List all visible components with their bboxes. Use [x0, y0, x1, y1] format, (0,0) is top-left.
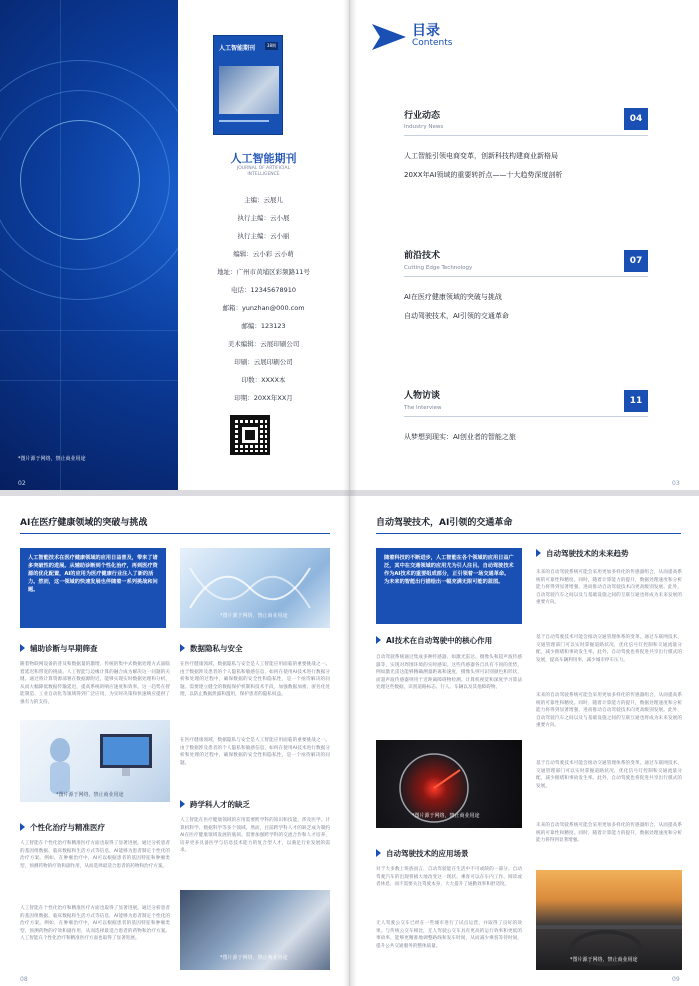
grid-line	[0, 330, 178, 331]
toc-section-title[interactable]: 人物访谈	[404, 391, 441, 401]
info-line: 编辑：云小彩 云小萌	[233, 250, 294, 258]
steering-wheel-icon	[536, 870, 682, 970]
cover-image	[219, 66, 279, 114]
cover-rule	[219, 120, 269, 122]
toc-subtitle: Contents	[412, 38, 453, 48]
toc-divider	[404, 135, 648, 136]
magazine-subtitle	[178, 166, 349, 178]
body-text: 人工智能在个性化治疗和精准医疗方面也取得了显著进展。通过分析患者的基因组数据、临床数据和生活方式等信息，AI能够为患者制定个性化的治疗方案。例如，在肿瘤治疗中，AI可以根据患者的基因特征和肿瘤类型，预测药物的疗效和副作用，从而选择最适合患者的药物和治疗方案。	[20, 841, 170, 869]
spread-divider	[0, 490, 699, 496]
skeleton-monitor-icon	[20, 720, 170, 802]
article-title: 自动驾驶技术，AI引领的交通革命	[376, 518, 513, 528]
info-line: 执行主编：云小丽	[237, 232, 290, 240]
body-text: 自动驾驶系统通过集成多种传感器、如激光雷达、摄像头和超声波传感器等，实现对周围环境的实时感知。这些传感器各自具有不同的优势，例如激光雷达能够精确测量距离和速度，摄像头则可识别颜色和形状，而超声波传感器则用于近距离障碍物检测。计算机视觉和深度学习算法处理这些数据，识别道路标志、行人、车辆以及其他障碍物。	[376, 655, 522, 691]
section-heading: 辅助诊断与早期筛查	[20, 643, 98, 654]
toc-divider	[404, 416, 648, 417]
body-text: 对于大多数上班族而言，自动驾驶能在生活中不可或缺的一部分。自动驾驶汽车的出现将极大地改变这一现状。乘客可以在车内工作、阅读或者休息，而不需要关注驾驶本身，大大提升了通勤效率和舒适度。	[376, 867, 522, 888]
body-text: 未来的自动驾驶系统可能会采用更加多样化的传感器组合，从而提高系统的可靠性和精度。同时，随着计算能力的提升，数据处理速度和分析能力将得到显著增强。	[536, 823, 682, 844]
info-line: 邮箱：yunzhan@000.com	[222, 304, 305, 312]
page-number: 09	[672, 976, 680, 983]
lead-box: 随着科技的不断进步，人工智能在各个领域的应用日益广泛，其中在交通领域的应用尤为引人注目。自动驾驶技术作为AI技术的重要组成部分，正引领着一场交通革命。为未来的智能出行描绘出一幅充满无限可能的蓝图。	[376, 548, 522, 624]
page-03	[350, 0, 699, 493]
toc-item[interactable]: 人工智能引领电商变革，创新科技构建商业新格局	[404, 152, 558, 160]
image-disclaimer: *图片源于网络，禁止商业用途	[18, 456, 86, 462]
page-number: 08	[20, 976, 28, 983]
info-line: 印数：XXXX本	[241, 376, 286, 384]
magazine-cover-thumbnail	[213, 35, 283, 135]
body-text: 无人驾驶公交车已经在一些城市进行了试点运营，并取得了良好的效果。与传统公交车相比，无人驾驶公交车具有更高的运行效率和更低的事故率，能够更精准地调整路线和发车时间，从而减少乘客等待时间，提升公共交通服务的整体质量。	[376, 921, 522, 949]
section-heading: 个性化治疗与精准医疗	[20, 822, 105, 833]
grid-line	[0, 380, 178, 381]
page-number: 02	[18, 480, 26, 487]
section-heading: 自动驾驶技术的应用场景	[376, 848, 469, 859]
toc-section-title[interactable]: 前沿技术	[404, 251, 441, 261]
toc-section-subtitle: Industry News	[404, 124, 444, 130]
body-text: 人工智能在个性化治疗和精准医疗方面也取得了显著进展。通过分析患者的基因组数据、临床数据和生活方式等信息，AI能够为患者制定个性化的治疗方案。例如，在肿瘤治疗中，AI可以根据患者的基因特征和肿瘤类型，预测药物的疗效和副作用，从而选择最适合患者的药物和治疗方案。人工智能在个性化治疗和精准医疗方面也取得了显著进展。	[20, 906, 170, 942]
car-interior-image	[536, 870, 682, 970]
toc-item[interactable]: 20XX年AI领域的重要转折点——十大趋势深度剖析	[404, 171, 563, 179]
toc-item[interactable]: 从梦想到现实：AI创业者的智能之旅	[404, 433, 516, 441]
image-caption: *图片源于网络，禁止商业用途	[56, 792, 124, 798]
toc-item[interactable]: AI在医疗健康领域的突破与挑战	[404, 293, 502, 301]
magazine-title: 人工智能期刊	[230, 152, 297, 165]
page-number: 03	[672, 480, 680, 487]
body-text: 基于自动驾驶技术可能会推动交通管理体系的变革。通过车联网技术，交通管理部门可以实时掌握道路状况，优化信号灯控制和交通流量分配，减少拥堵和事故发生率。此外，自动驾驶也将促进共享出行模式的发展。	[536, 761, 682, 789]
info-line: 地址：广州市黄埔区彩频路11号	[217, 268, 310, 276]
body-text: 人工智能在医疗健康领域的应用需要跨学科的知识和技能，涉及医学、计算机科学、数据科学等多个领域。然而，目前跨学科人才的缺乏成为制约AI在医疗健康领域发展的瓶颈。需要加强跨学科的交流合作和人才培养，培养更多具备医学与信息技术能力的复合型人才，以满足行业发展的需求。	[180, 818, 330, 854]
title-underline	[20, 533, 330, 534]
body-text: 在医疗健康领域，数据隐私与安全是人工智能应用面临的重要挑战之一。由于数据涉及患者的个人隐私和敏感信息，如何在使用AI技术进行数据分析和处理的过程中，确保数据的安全性和隐私性，是一个亟待解决的问题。需要建立健全的数据保护机制和技术手段，加强数据加密、匿名化处理，以防止数据泄露和滥用，保护患者的隐私权益。	[180, 662, 330, 698]
body-text: 未来的自动驾驶系统可能会采用更加多样化的传感器组合，从而提高系统的可靠性和精度。同时，随着计算能力的提升，数据处理速度和分析能力将得到显著增强，进而推动自动驾驶技术向更高级别发展。此外，自动驾驶汽车之间以及与基础设施之间的互联互通也将成为未来发展的重要方向。	[536, 693, 682, 729]
cover-issue-badge: 38期	[266, 43, 276, 48]
toc-page-number[interactable]: 04	[624, 108, 648, 130]
cover-title: 人工智能期刊	[219, 45, 256, 52]
qr-code-center	[242, 427, 258, 443]
magazine-subtitle-line: JOURNAL OF ARTIFICIAL	[236, 166, 291, 171]
body-text: 基于自动驾驶技术可能会推动交通管理体系的变革。通过车联网技术，交通管理部门可以实时掌握道路状况，优化信号灯控制和交通流量分配，减少拥堵和事故发生率。此外，自动驾驶也将促进共享出行模式的发展，提高车辆利用率，减少城市停车压力。	[536, 635, 682, 663]
info-line: 邮编：123123	[241, 322, 286, 330]
toc-section-subtitle: The Interview	[404, 405, 442, 411]
section-heading: AI技术在自动驾驶中的核心作用	[376, 635, 492, 646]
toc-divider	[404, 276, 648, 277]
image-caption: *图片源于网络，禁止商业用途	[570, 957, 638, 963]
toc-title: 目录	[412, 23, 440, 39]
page-02	[0, 0, 349, 493]
toc-item[interactable]: 自动驾驶技术，AI引领的交通革命	[404, 312, 509, 320]
medical-illustration-image	[20, 720, 170, 802]
dna-image	[180, 548, 330, 628]
body-text: 在医疗健康领域，数据隐私与安全是人工智能应用面临的重要挑战之一。由于数据涉及患者的个人隐私和敏感信息，如何在使用AI技术进行数据分析和处理的过程中，确保数据的安全性和隐私性，是一个亟待解决的问题。	[180, 738, 330, 766]
grid-line	[60, 0, 61, 493]
speedometer-image	[376, 740, 522, 828]
toc-page-number[interactable]: 07	[624, 250, 648, 272]
image-caption: *图片源于网络，禁止商业用途	[220, 955, 288, 961]
lead-box: 人工智能技术在医疗健康领域的应用日益普及，带来了诸多突破性的进展。从辅助诊断到个性化治疗，再到医疗资源的优化配置，AI的应用为医疗健康行业注入了新的活力。然而，这一领域的快速发展也伴随着一系列挑战和问题。	[20, 548, 166, 628]
magazine-subtitle-line: INTELLIGENCE	[247, 172, 280, 177]
hud-ring	[20, 120, 140, 240]
info-line: 印刷：云展印刷公司	[234, 358, 293, 366]
image-caption: *图片源于网络，禁止商业用途	[412, 813, 480, 819]
article-title: AI在医疗健康领域的突破与挑战	[20, 518, 148, 528]
toc-section-title[interactable]: 行业动态	[404, 111, 441, 121]
body-text: 未来的自动驾驶系统可能会采用更加多样化的传感器组合，从而提高系统的可靠性和精度。同时，随着计算能力的提升，数据处理速度和分析能力将得到显著增强，进而推动自动驾驶技术向更高级别发展。此外，自动驾驶汽车之间以及与基础设施之间的互联互通也将成为未来发展的重要方向。	[536, 570, 682, 606]
toc-page-number[interactable]: 11	[624, 390, 648, 412]
triangle-arrow-icon	[372, 24, 406, 50]
section-heading: 跨学科人才的缺乏	[180, 799, 250, 810]
section-heading: 数据隐私与安全	[180, 643, 243, 654]
info-line: 印期：20XX年XX月	[234, 394, 293, 402]
info-line: 电话：12345678910	[231, 286, 296, 294]
toc-section-subtitle: Cutting Edge Technology	[404, 265, 473, 271]
info-line: 美术编辑：云展印刷公司	[227, 340, 300, 348]
info-line: 主编：云展儿	[244, 196, 283, 204]
info-line: 执行主编：云小展	[237, 214, 290, 222]
robot-hand-image	[180, 890, 330, 970]
section-heading: 自动驾驶技术的未来趋势	[536, 548, 629, 559]
image-caption: *图片源于网络，禁止商业用途	[220, 613, 288, 619]
body-text: 随着物联网设备的普及和数据量的激增，传统的集中式数据处理方式面临着延迟和带宽的挑战。人工智能与边缘计算的融合成为解决这一问题的关键。通过将计算资源部署在数据源附近，能够实现实时数据处理和分析，从而大幅降低数据传输延迟，提高系统的响应速度和效率。这一趋势在智能制造、工业自动化等领域得到广泛应用，为实时决策和快速响应提供了强有力的支持。	[20, 662, 170, 705]
title-underline	[376, 533, 681, 534]
